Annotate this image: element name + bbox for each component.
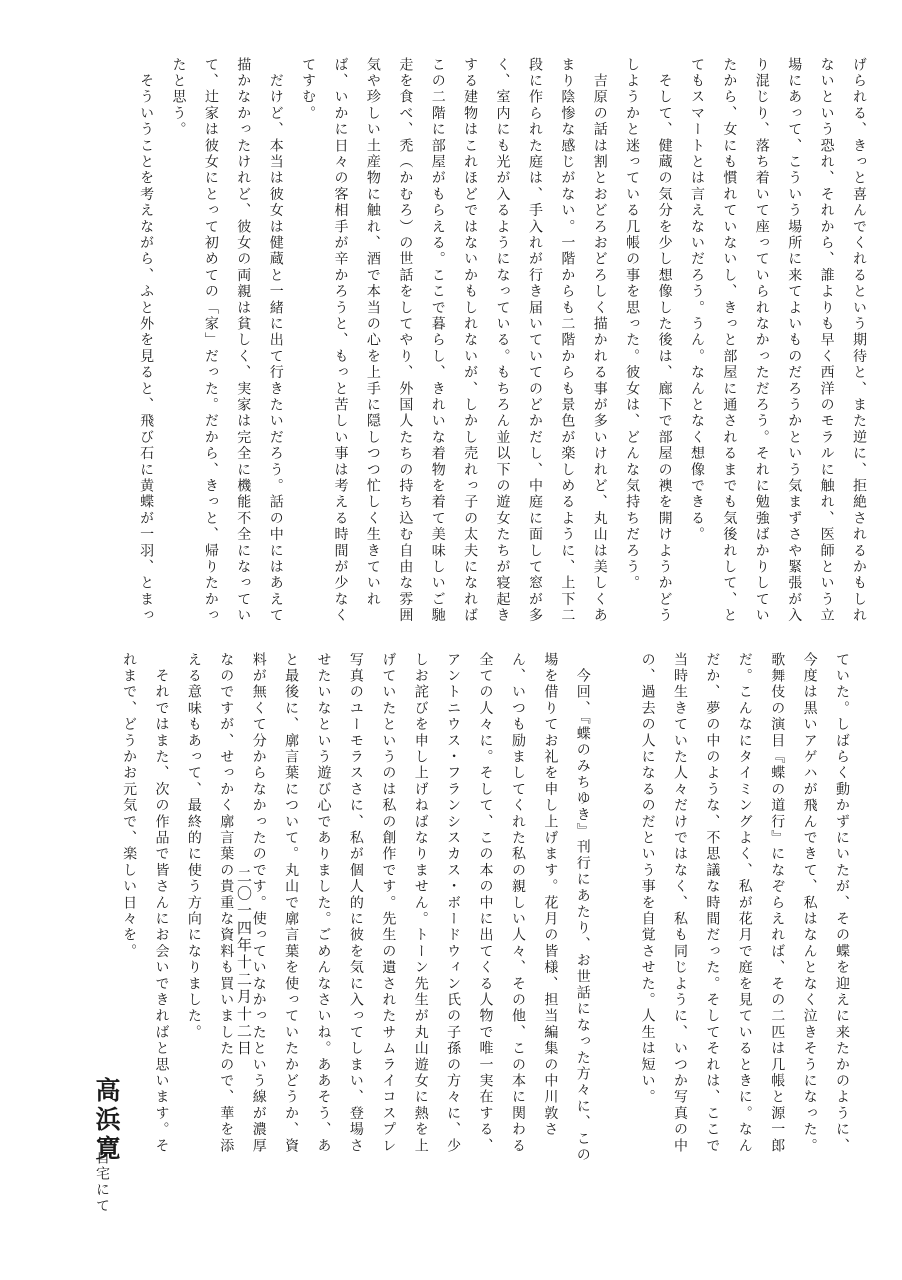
signature-date: 二〇一四年十二月十二日 (235, 868, 253, 1058)
afterword-lower-text: ていた。しばらく動かずにいたが、その蝶を迎えに来たかのように、今度は黒いアゲハが飛んできて、私はなんとなく泣きそうになった。歌舞伎の演目『蝶の道行』になぞらえれば、その二匹は几帳と源一郎だ。こんなにタイミングよく、私が花月で庭を見ているときに。なんだか、夢の中のような、不思議な時間だった。そしてそれは、ここで当時生きていた人々だけではなく、私も同じように、いつか写真の中の、過去の人になるのだという事を自覚させた。人生は短い。 今回、『蝶のみちゆき』刊行にあたり、お世話になった方々に、この場を借りてお礼を申し上げます。花月の皆様、担当編集の中川敦さん、いつも励ましてくれた私の親しい人々、その他、この本に関わる全ての人々に。そして、この本の中に出てくる人物で唯一実在する、アントニウス・フランシスカス・ボードウィン氏の子孫の方々に、少しお詫びを申し上げねばなりません。トーン先生が丸山遊女に熱を上げていたというのは私の創作です。先生の遺されたサムライコスプレ写真のユーモラスさに、私が個人的に彼を気に入ってしまい、登場させたいなという遊び心でありました。ごめんなさいね。ああそう、あと最後に、廓言葉について。丸山で廓言葉を使っていたかどうか、資料が無くて分からなかったのです。使っていなかったという線が濃厚なのですが、せっかく廓言葉の貴重な資料も買いましたので、華を添える意味もあって、最終的に使う方向になりました。 それではまた、次の作品で皆さんにお会いできればと思います。それまで、どうかお元気で、楽しい日々を。 (121, 652, 850, 1164)
signature-place: 自宅にて (94, 1150, 110, 1214)
afterword-upper-text: げられる、きっと喜んでくれるという期待と、また逆に、拒絶されるかもしれないという恐れ、それから、誰よりも早く西洋のモラルに触れ、医師という立場にあって、こういう場所に来てよいものだろうかという気まずさや緊張が入り混じり、落ち着いて座っていられなかっただろう。それに勉強ばかりしていたから、女にも慣れていないし、きっと部屋に通されるまでも気後れして、とてもスマートとは言えないだろう。うん。なんとなく想像できる。 そして、健蔵の気分を少し想像した後は、廊下で部屋の襖を開けようかどうしようかと迷っている几帳の事を思った。彼女は、どんな気持ちだろう。 吉原の話は割とおどろおどろしく描かれる事が多いけれど、丸山は美しくあまり陰惨な感じがない。一階からも二階からも景色が楽しめるように、上下二段に作られた庭は、手入れが行き届いていてのどかだし、中庭に面して窓が多く、室内にも光が入るようになっている。もちろん並以下の遊女たちが寝起きする建物はこれほどではないかもしれないが、しかし売れっ子の太夫になればこの二階に部屋がもらえる。ここで暮らし、きれいな着物を着て美味しいご馳走を食べ、禿（かむろ）の世話をしてやり、外国人たちの持ち込む自由な雰囲気や珍しい土産物に触れ、酒で本当の心を上手に隠しつつ忙しく生きていれば、いかに日々の客相手が辛かろうと、もっと苦しい事は考える時間が少なくてすむ。 だけど、本当は彼女は健蔵と一緒に出て行きたいだろう。話の中にはあえて描かなかったけれど、彼女の両親は貧しく、実家は完全に機能不全になっていて、辻家は彼女にとって初めての「家」だった。だから、きっと、帰りたかったと思う。 そういうことを考えながら、ふと外を見ると、飛び石に黄蝶が一羽、とまっ (138, 57, 867, 624)
author-name: 高浜寛 (92, 1077, 121, 1164)
